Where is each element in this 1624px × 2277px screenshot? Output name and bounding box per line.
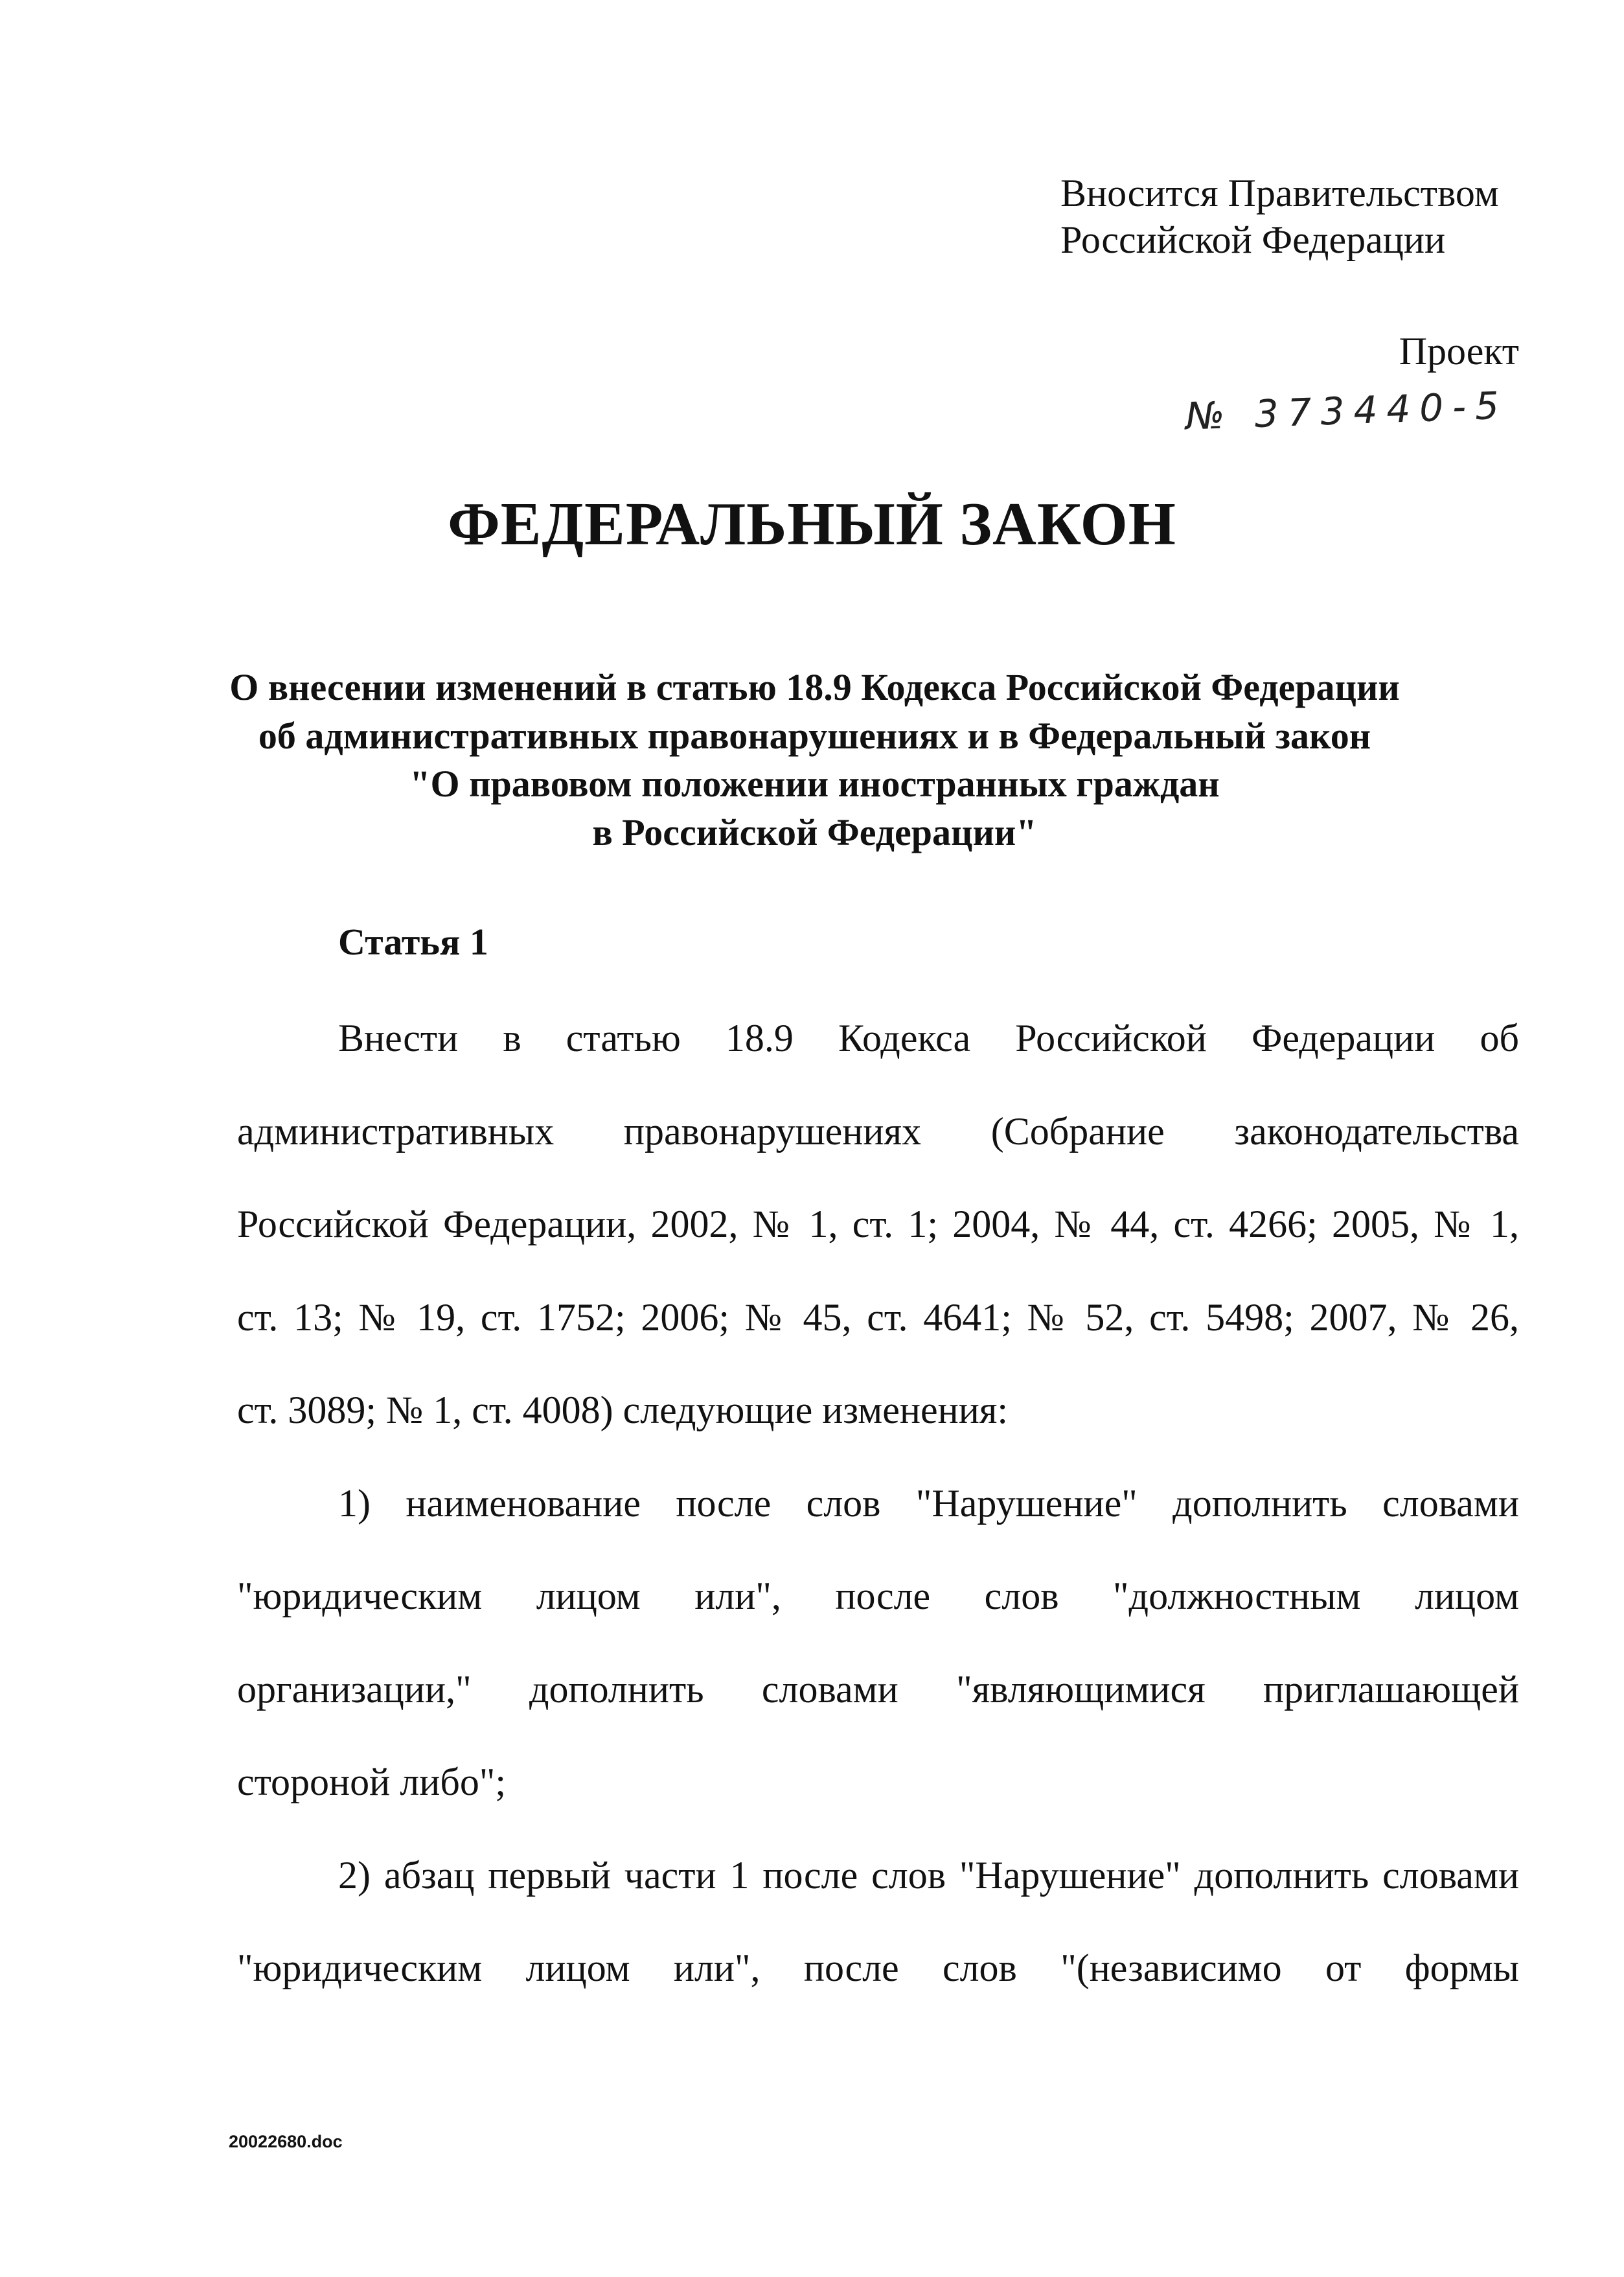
body-line: "юридическим лицом или", после слов "(независимо от формы	[237, 1947, 1519, 1989]
body-line: ст. 13; № 19, ст. 1752; 2006; № 45, ст. 4641; № 52, ст. 5498; 2007, № 26,	[237, 1295, 1519, 1339]
subtitle-line: О внесении изменений в статью 18.9 Кодекса Российской Федерации	[229, 666, 1400, 708]
document-title: ФЕДЕРАЛЬНЫЙ ЗАКОН	[448, 491, 1176, 558]
body-line: "юридическим лицом или", после слов "должностным лицом	[237, 1575, 1519, 1617]
submitted-by-line-2: Российской Федерации	[1060, 218, 1446, 261]
body-line: организации," дополнить словами "являющимися приглашающей	[237, 1667, 1519, 1711]
subtitle-line: в Российской Федерации"	[592, 811, 1037, 853]
body-line: Российской Федерации, 2002, № 1, ст. 1; 2004, № 44, ст. 4266; 2005, № 1,	[237, 1203, 1519, 1245]
body-line: стороной либо";	[237, 1761, 507, 1803]
subtitle-line: "О правовом положении иностранных граждан	[409, 763, 1220, 805]
body-line: Внести в статью 18.9 Кодекса Российской Федерации об	[338, 1017, 1519, 1059]
article-body	[237, 1015, 1519, 2038]
law-subtitle	[194, 664, 1435, 857]
file-name-footer: 20022680.doc	[229, 2132, 343, 2151]
body-line: ст. 3089; № 1, ст. 4008) следующие изменения:	[237, 1389, 1009, 1431]
submitted-by-line-1: Вносится Правительством	[1060, 172, 1499, 214]
body-line: административных правонарушениях (Собрание законодательства	[237, 1109, 1519, 1153]
handwritten-registration-number: № 373440-5	[1184, 383, 1509, 439]
body-line: 2) абзац первый части 1 после слов "Нарушение" дополнить словами	[338, 1853, 1519, 1897]
draft-label: Проект	[1399, 330, 1519, 373]
body-line: 1) наименование после слов "Нарушение" дополнить словами	[338, 1481, 1519, 1525]
subtitle-line: об административных правонарушениях и в Федеральный закон	[258, 714, 1371, 757]
article-heading: Статья 1	[338, 921, 488, 963]
